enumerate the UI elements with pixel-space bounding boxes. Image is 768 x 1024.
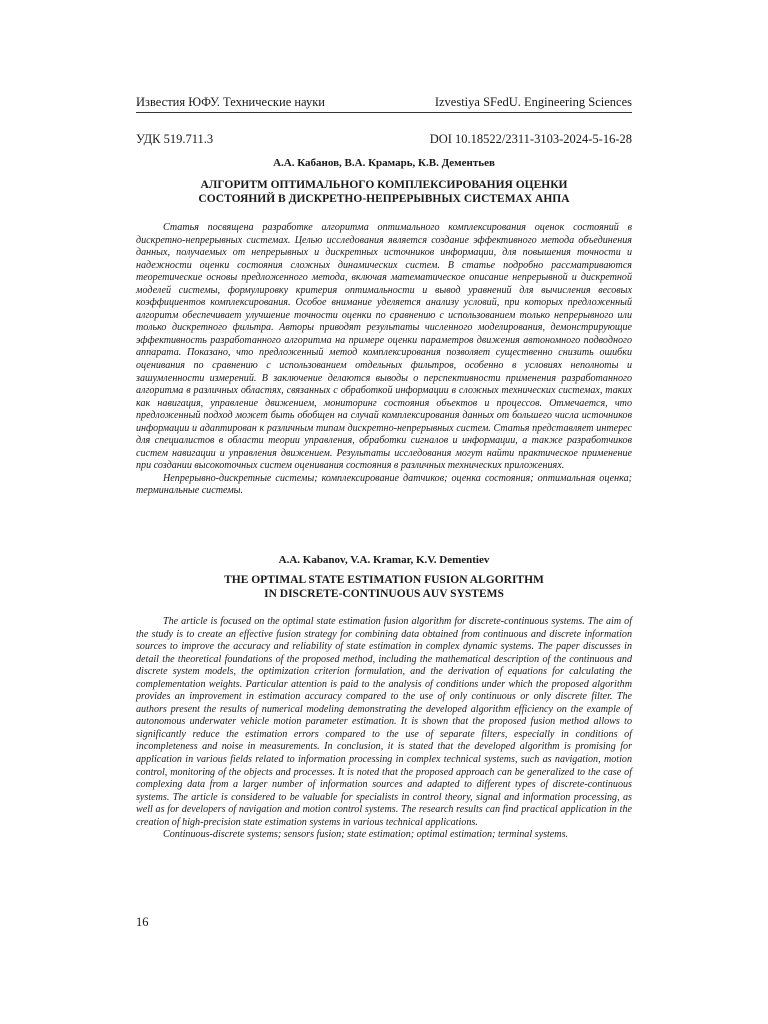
title-ru-line-1: АЛГОРИТМ ОПТИМАЛЬНОГО КОМПЛЕКСИРОВАНИЯ ОЦЕНКИ [200,179,568,191]
doi: DOI 10.18522/2311-3103-2024-5-16-28 [429,132,632,146]
journal-title-ru: Известия ЮФУ. Технические науки [136,95,325,109]
authors-ru: А.А. Кабанов, В.А. Крамарь, К.В. Дементьев [273,157,495,169]
title-ru-line-2: СОСТОЯНИЙ В ДИСКРЕТНО-НЕПРЕРЫВНЫХ СИСТЕМАХ АНПА [198,193,570,205]
abstract-ru [136,222,632,498]
running-header [136,94,632,110]
udc-code: УДК 519.711.3 [136,132,214,146]
keywords-en: Continuous-discrete systems; sensors fusion; state estimation; optimal estimation; terminal systems. [163,829,569,841]
article-meta [136,131,632,147]
abstract-en [136,616,632,842]
article-title-en [136,573,632,601]
authors-en: A.A. Kabanov, V.A. Kramar, K.V. Dementiev [278,554,490,566]
header-rule [136,112,632,113]
journal-page [136,0,632,1024]
abstract-ru-text: Статья посвящена разработке алгоритма оптимального комплексирования оценок состояний в дискретно-непрерывных системах. Целью исследования является создание эффективного метода объединения данных, получаемых от непрерывных и дискретных источников информации, для повышения точности и надежности оценки состояния сложных динамических систем. В статье подробно рассматриваются теоретические основы предложенного метода, включая математическое описание непрерывной и дискретной моделей системы, формулировку критерия оптимальности и вывод уравнений для вычисления весовых коэффициентов комплексирования. Особое внимание уделяется анализу условий, при которых предложенный алгоритм обеспечивает улучшение точности оценки по сравнению с использованием только непрерывного или только дискретного фильтра. Авторы приводят результаты численного моделирования, демонстрирующие эффективность разработанного алгоритма на примере оценки параметров движения автономного подводного аппарата. Показано, что предложенный метод комплексирования позволяет существенно снизить ошибки оценивания по сравнению с использованием отдельных фильтров, особенно в условиях неполноты и зашумленности измерений. В заключение делаются выводы о перспективности применения разработанного алгоритма в различных областях, связанных с обработкой информации в сложных технических системах, таких как навигация, управление движением, мониторинг состояния объектов и процессов. Отмечается, что предложенный подход может быть обобщен на случай комплексирования данных от большего числа источников информации и адаптирован к различным типам дискретно-непрерывных систем. Статья представляет интерес для специалистов в области теории управления, обработки сигналов и информации, а также разработчиков систем навигации и управления движением. Результаты исследования могут найти практическое применение при создании высокоточных систем оценивания состояния в различных технических приложениях. [136,222,632,472]
keywords-ru: Непрерывно-дискретные системы; комплексирование датчиков; оценка состояния; оптимальная оценка; терминальные системы. [136,472,632,497]
page-number: 16 [136,915,149,929]
article-title-ru [136,178,632,206]
abstract-en-text: The article is focused on the optimal state estimation fusion algorithm for discrete-continuous systems. The aim of the study is to create an effective fusion strategy for combining data obtained from continuous and discrete information sources to improve the accuracy and reliability of state estimation in complex dynamic systems. The paper discusses in detail the theoretical foundations of the proposed method, including the mathematical description of the continuous and discrete system models, the optimization criterion formulation, and the derivation of equations for calculating the complementation weights. Particular attention is paid to the analysis of conditions under which the proposed algorithm provides an improvement in estimation accuracy compared to the use of only continuous or only discrete filter. The authors present the results of numerical modeling demonstrating the developed algorithm efficiency on the example of autonomous underwater vehicle motion parameter estimation. It is shown that the proposed fusion method allows to significantly reduce the estimation errors compared to the use of separate filters, especially in conditions of incompleteness and noise in measurements. In conclusion, it is stated that the developed algorithm is promising for application in various fields related to information processing in complex technical systems, such as navigation, motion control, monitoring of the objects and processes. It is noted that the proposed approach can be generalized to the case of complexing data from a larger number of information sources and adapted to different types of discrete-continuous systems. The article is considered to be valuable for specialists in control theory, signal and information processing, as well as for developers of navigation and motion control systems. The research results can find practical application in the creation of high-precision state estimation systems in various technical applications. [136,616,632,828]
title-en-line-2: IN DISCRETE-CONTINUOUS AUV SYSTEMS [264,588,504,600]
journal-title-en: Izvestiya SFedU. Engineering Sciences [434,95,632,109]
title-en-line-1: THE OPTIMAL STATE ESTIMATION FUSION ALGORITHM [224,574,544,586]
